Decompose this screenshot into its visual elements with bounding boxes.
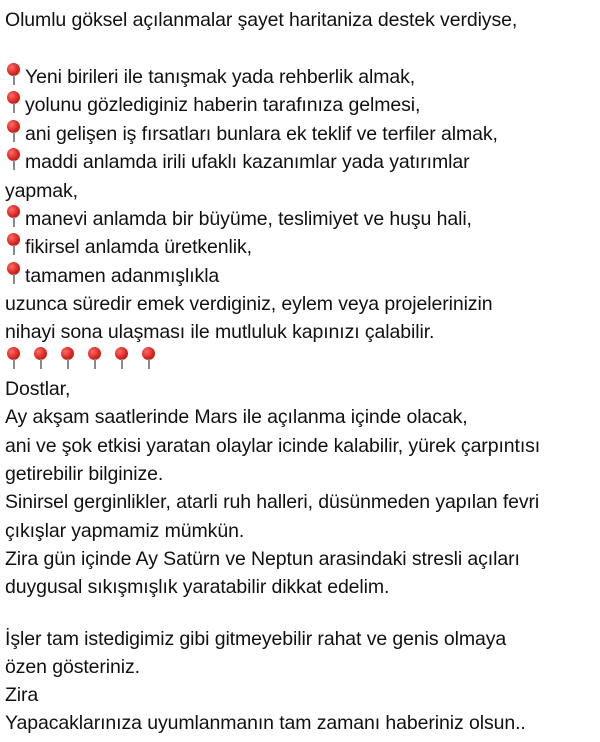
body-line: Zira [5,684,39,706]
list-item: maddi anlamda irili ufaklı kazanımlar yada yatırımlar [5,148,469,176]
closing-line: nihayi sona ulaşması ile mutluluk kapınızı çalabilir. [5,321,435,343]
round-pushpin-icon [5,63,22,85]
round-pushpin-icon [32,347,49,369]
round-pushpin-icon [5,148,22,170]
round-pushpin-icon [5,233,22,255]
body-line: Sinirsel gerginlikler, atarli ruh halleri, düsünmeden yapılan fevri [5,491,540,513]
list-item: tamamen adanmışlıkla [5,262,219,290]
greeting-line: Dostlar, [5,378,71,400]
round-pushpin-icon [5,91,22,113]
round-pushpin-icon [5,205,22,227]
body-line: getirebilir bilginize. [5,463,164,485]
list-item: yolunu gözlediginiz haberin tarafınıza gelmesi, [5,91,420,119]
round-pushpin-icon [5,262,22,284]
body-line: Ay akşam saatlerinde Mars ile açılanma içinde olacak, [5,406,468,428]
body-line: Zira gün içinde Ay Satürn ve Neptun arasindaki stresli açıları [5,548,520,570]
round-pushpin-icon [113,347,130,369]
round-pushpin-icon [5,347,22,369]
list-item: ani gelişen iş fırsatları bunlara ek teklif ve terfiler almak, [5,120,498,148]
list-item-continuation: yapmak, [5,180,78,202]
closing-line: uzunca süredir emek verdiginiz, eylem veya projelerinizin [5,293,493,315]
body-line: özen gösteriniz. [5,656,140,678]
body-line: ani ve şok etkisi yaratan olaylar icinde kalabilir, yürek çarpıntısı [5,435,541,457]
round-pushpin-icon [59,347,76,369]
round-pushpin-icon [140,347,157,369]
body-line: İşler tam istedigimiz gibi gitmeyebilir rahat ve genis olmaya [5,628,507,650]
round-pushpin-icon [86,347,103,369]
body-line: duygusal sıkışmışlık yaratabilir dikkat edelim. [5,576,390,598]
body-line: Yapacaklarınıza uyumlanmanın tam zamanı haberiniz olsun.. [5,712,526,734]
round-pushpin-icon [5,120,22,142]
pin-row [5,347,167,375]
list-item: fikirsel anlamda üretkenlik, [5,233,252,261]
body-line: çıkışlar yapmamiz mümkün. [5,520,245,542]
list-item: manevi anlamda bir büyüme, teslimiyet ve huşu hali, [5,205,472,233]
intro-line: Olumlu göksel açılanmalar şayet haritaniza destek verdiyse, [5,9,518,31]
list-item: Yeni birileri ile tanışmak yada rehberlik almak, [5,63,415,91]
